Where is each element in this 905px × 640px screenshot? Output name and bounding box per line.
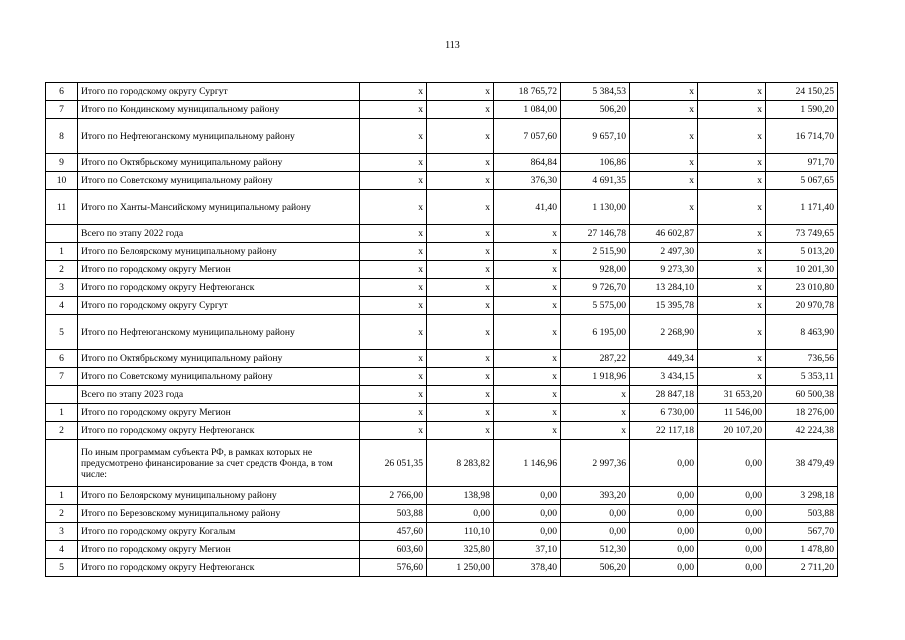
- total-cell: 1 590,20: [766, 101, 838, 119]
- row-name-cell: Итого по городскому округу Нефтеюганск: [78, 422, 360, 440]
- value-cell-1: x: [360, 243, 427, 261]
- table-row: [46, 101, 838, 119]
- row-number-cell: 2: [46, 261, 78, 279]
- value-cell-6: 11 546,00: [698, 404, 766, 422]
- row-number-cell: 7: [46, 101, 78, 119]
- total-cell: 38 479,49: [766, 440, 838, 487]
- value-cell-4: 5 575,00: [561, 297, 630, 315]
- data-table: [45, 82, 838, 577]
- value-cell-4: x: [561, 422, 630, 440]
- value-cell-3: 37,10: [494, 541, 561, 559]
- value-cell-6: x: [698, 101, 766, 119]
- row-number-cell: [46, 440, 78, 487]
- value-cell-4: 2 997,36: [561, 440, 630, 487]
- row-number-cell: 8: [46, 119, 78, 154]
- row-name-cell: Итого по городскому округу Мегион: [78, 261, 360, 279]
- value-cell-5: x: [630, 83, 698, 101]
- value-cell-2: 110,10: [427, 523, 494, 541]
- value-cell-6: x: [698, 154, 766, 172]
- value-cell-5: 15 395,78: [630, 297, 698, 315]
- value-cell-3: 376,30: [494, 172, 561, 190]
- value-cell-4: 506,20: [561, 559, 630, 577]
- value-cell-5: 0,00: [630, 505, 698, 523]
- value-cell-1: x: [360, 386, 427, 404]
- row-number-cell: 2: [46, 505, 78, 523]
- value-cell-4: 506,20: [561, 101, 630, 119]
- total-cell: 23 010,80: [766, 279, 838, 297]
- value-cell-2: x: [427, 243, 494, 261]
- value-cell-2: 1 250,00: [427, 559, 494, 577]
- value-cell-1: 457,60: [360, 523, 427, 541]
- table-row: [46, 190, 838, 225]
- value-cell-5: 449,34: [630, 350, 698, 368]
- row-number-cell: 6: [46, 350, 78, 368]
- table-row: [46, 297, 838, 315]
- value-cell-5: x: [630, 172, 698, 190]
- value-cell-4: 0,00: [561, 505, 630, 523]
- total-cell: 10 201,30: [766, 261, 838, 279]
- value-cell-3: x: [494, 279, 561, 297]
- value-cell-2: x: [427, 190, 494, 225]
- value-cell-5: 2 497,30: [630, 243, 698, 261]
- value-cell-3: 1 146,96: [494, 440, 561, 487]
- total-cell: 567,70: [766, 523, 838, 541]
- value-cell-3: x: [494, 368, 561, 386]
- total-cell: 8 463,90: [766, 315, 838, 350]
- value-cell-2: x: [427, 386, 494, 404]
- value-cell-1: x: [360, 422, 427, 440]
- row-name-cell: Итого по городскому округу Нефтеюганск: [78, 559, 360, 577]
- row-name-cell: Итого по городскому округу Когалым: [78, 523, 360, 541]
- table-row: [46, 119, 838, 154]
- row-name-cell: Итого по Березовскому муниципальному району: [78, 505, 360, 523]
- row-number-cell: 6: [46, 83, 78, 101]
- row-number-cell: 2: [46, 422, 78, 440]
- row-name-cell: Итого по Нефтеюганскому муниципальному району: [78, 119, 360, 154]
- value-cell-6: x: [698, 190, 766, 225]
- value-cell-1: 26 051,35: [360, 440, 427, 487]
- row-number-cell: [46, 225, 78, 243]
- total-cell: 20 970,78: [766, 297, 838, 315]
- table-row: [46, 386, 838, 404]
- value-cell-1: 2 766,00: [360, 487, 427, 505]
- row-name-cell: Итого по городскому округу Нефтеюганск: [78, 279, 360, 297]
- value-cell-1: x: [360, 154, 427, 172]
- value-cell-4: 512,30: [561, 541, 630, 559]
- row-name-cell: Итого по городскому округу Сургут: [78, 83, 360, 101]
- row-number-cell: 3: [46, 279, 78, 297]
- row-name-cell: Итого по городскому округу Мегион: [78, 404, 360, 422]
- value-cell-5: 6 730,00: [630, 404, 698, 422]
- value-cell-1: x: [360, 83, 427, 101]
- value-cell-3: x: [494, 315, 561, 350]
- value-cell-4: x: [561, 404, 630, 422]
- value-cell-6: 31 653,20: [698, 386, 766, 404]
- row-number-cell: 9: [46, 154, 78, 172]
- value-cell-2: x: [427, 225, 494, 243]
- value-cell-3: 41,40: [494, 190, 561, 225]
- value-cell-1: x: [360, 101, 427, 119]
- row-name-cell: Итого по Советскому муниципальному району: [78, 172, 360, 190]
- total-cell: 24 150,25: [766, 83, 838, 101]
- value-cell-5: 13 284,10: [630, 279, 698, 297]
- table-row: [46, 154, 838, 172]
- value-cell-2: x: [427, 350, 494, 368]
- row-name-cell: Итого по Ханты-Мансийскому муниципальному району: [78, 190, 360, 225]
- value-cell-4: x: [561, 386, 630, 404]
- value-cell-1: x: [360, 172, 427, 190]
- value-cell-5: 28 847,18: [630, 386, 698, 404]
- table-row: [46, 368, 838, 386]
- value-cell-3: x: [494, 243, 561, 261]
- value-cell-6: x: [698, 83, 766, 101]
- value-cell-1: x: [360, 190, 427, 225]
- total-cell: 73 749,65: [766, 225, 838, 243]
- value-cell-5: 2 268,90: [630, 315, 698, 350]
- value-cell-2: x: [427, 101, 494, 119]
- value-cell-4: 0,00: [561, 523, 630, 541]
- value-cell-2: x: [427, 279, 494, 297]
- row-number-cell: 5: [46, 559, 78, 577]
- row-name-cell: Итого по Нефтеюганскому муниципальному району: [78, 315, 360, 350]
- value-cell-6: x: [698, 225, 766, 243]
- total-cell: 5 013,20: [766, 243, 838, 261]
- value-cell-2: x: [427, 315, 494, 350]
- table-row: [46, 404, 838, 422]
- row-number-cell: 3: [46, 523, 78, 541]
- table-row: [46, 440, 838, 487]
- value-cell-3: x: [494, 297, 561, 315]
- value-cell-3: 378,40: [494, 559, 561, 577]
- value-cell-5: 0,00: [630, 487, 698, 505]
- row-name-cell: Итого по городскому округу Мегион: [78, 541, 360, 559]
- value-cell-3: x: [494, 404, 561, 422]
- value-cell-2: x: [427, 83, 494, 101]
- row-number-cell: 4: [46, 297, 78, 315]
- row-name-cell: Итого по Белоярскому муниципальному району: [78, 243, 360, 261]
- value-cell-6: 0,00: [698, 487, 766, 505]
- value-cell-3: x: [494, 386, 561, 404]
- value-cell-3: 0,00: [494, 505, 561, 523]
- row-number-cell: 10: [46, 172, 78, 190]
- value-cell-5: 0,00: [630, 440, 698, 487]
- value-cell-6: 0,00: [698, 505, 766, 523]
- row-number-cell: 5: [46, 315, 78, 350]
- value-cell-5: x: [630, 190, 698, 225]
- row-name-cell: Итого по Октябрьскому муниципальному району: [78, 350, 360, 368]
- row-name-cell: Итого по Кондинскому муниципальному району: [78, 101, 360, 119]
- value-cell-6: 0,00: [698, 559, 766, 577]
- table-row: [46, 350, 838, 368]
- value-cell-5: 46 602,87: [630, 225, 698, 243]
- row-number-cell: [46, 386, 78, 404]
- table-row: [46, 559, 838, 577]
- value-cell-1: x: [360, 297, 427, 315]
- table-row: [46, 487, 838, 505]
- value-cell-6: x: [698, 279, 766, 297]
- row-name-cell: Итого по Советскому муниципальному району: [78, 368, 360, 386]
- value-cell-6: x: [698, 243, 766, 261]
- table-row: [46, 261, 838, 279]
- value-cell-4: 928,00: [561, 261, 630, 279]
- value-cell-3: 18 765,72: [494, 83, 561, 101]
- value-cell-5: 22 117,18: [630, 422, 698, 440]
- value-cell-6: 0,00: [698, 523, 766, 541]
- value-cell-2: 0,00: [427, 505, 494, 523]
- value-cell-3: 1 084,00: [494, 101, 561, 119]
- total-cell: 5 067,65: [766, 172, 838, 190]
- row-number-cell: 7: [46, 368, 78, 386]
- row-name-cell: Итого по Октябрьскому муниципальному району: [78, 154, 360, 172]
- value-cell-2: 8 283,82: [427, 440, 494, 487]
- table-row: [46, 243, 838, 261]
- row-name-cell: Итого по городскому округу Сургут: [78, 297, 360, 315]
- total-cell: 16 714,70: [766, 119, 838, 154]
- row-number-cell: 11: [46, 190, 78, 225]
- row-number-cell: 4: [46, 541, 78, 559]
- value-cell-4: 6 195,00: [561, 315, 630, 350]
- value-cell-4: 1 130,00: [561, 190, 630, 225]
- value-cell-1: 576,60: [360, 559, 427, 577]
- value-cell-2: 138,98: [427, 487, 494, 505]
- row-number-cell: 1: [46, 243, 78, 261]
- value-cell-6: x: [698, 350, 766, 368]
- value-cell-5: 0,00: [630, 523, 698, 541]
- value-cell-2: 325,80: [427, 541, 494, 559]
- value-cell-5: 0,00: [630, 559, 698, 577]
- total-cell: 736,56: [766, 350, 838, 368]
- total-cell: 60 500,38: [766, 386, 838, 404]
- value-cell-6: x: [698, 119, 766, 154]
- value-cell-3: 864,84: [494, 154, 561, 172]
- value-cell-1: x: [360, 315, 427, 350]
- total-cell: 5 353,11: [766, 368, 838, 386]
- value-cell-4: 5 384,53: [561, 83, 630, 101]
- value-cell-1: x: [360, 368, 427, 386]
- table-row: [46, 541, 838, 559]
- value-cell-3: 0,00: [494, 487, 561, 505]
- table-row: [46, 422, 838, 440]
- total-cell: 1 478,80: [766, 541, 838, 559]
- value-cell-1: 603,60: [360, 541, 427, 559]
- value-cell-6: x: [698, 297, 766, 315]
- value-cell-1: x: [360, 261, 427, 279]
- value-cell-1: x: [360, 350, 427, 368]
- value-cell-1: x: [360, 279, 427, 297]
- row-name-cell: Итого по Белоярскому муниципальному району: [78, 487, 360, 505]
- value-cell-4: 2 515,90: [561, 243, 630, 261]
- value-cell-4: 393,20: [561, 487, 630, 505]
- total-cell: 42 224,38: [766, 422, 838, 440]
- table-body: [46, 83, 838, 577]
- value-cell-4: 106,86: [561, 154, 630, 172]
- value-cell-5: 9 273,30: [630, 261, 698, 279]
- row-number-cell: 1: [46, 487, 78, 505]
- table-row: [46, 523, 838, 541]
- value-cell-2: x: [427, 368, 494, 386]
- table-row: [46, 279, 838, 297]
- value-cell-5: 0,00: [630, 541, 698, 559]
- value-cell-3: x: [494, 261, 561, 279]
- value-cell-4: 4 691,35: [561, 172, 630, 190]
- total-cell: 2 711,20: [766, 559, 838, 577]
- value-cell-3: 7 057,60: [494, 119, 561, 154]
- total-cell: 1 171,40: [766, 190, 838, 225]
- total-cell: 971,70: [766, 154, 838, 172]
- value-cell-3: x: [494, 422, 561, 440]
- value-cell-1: x: [360, 225, 427, 243]
- value-cell-5: x: [630, 101, 698, 119]
- value-cell-6: x: [698, 368, 766, 386]
- total-cell: 503,88: [766, 505, 838, 523]
- value-cell-1: 503,88: [360, 505, 427, 523]
- row-name-cell: Всего по этапу 2023 года: [78, 386, 360, 404]
- value-cell-1: x: [360, 119, 427, 154]
- row-name-cell: Всего по этапу 2022 года: [78, 225, 360, 243]
- value-cell-3: x: [494, 350, 561, 368]
- value-cell-2: x: [427, 297, 494, 315]
- value-cell-2: x: [427, 172, 494, 190]
- value-cell-2: x: [427, 119, 494, 154]
- row-number-cell: 1: [46, 404, 78, 422]
- value-cell-5: x: [630, 119, 698, 154]
- value-cell-2: x: [427, 154, 494, 172]
- value-cell-5: 3 434,15: [630, 368, 698, 386]
- value-cell-3: 0,00: [494, 523, 561, 541]
- row-name-cell: По иным программам субъекта РФ, в рамках которых не предусмотрено финансирование за счет средств Фонда, в том числе:: [78, 440, 360, 487]
- value-cell-1: x: [360, 404, 427, 422]
- table-row: [46, 315, 838, 350]
- value-cell-6: x: [698, 261, 766, 279]
- total-cell: 3 298,18: [766, 487, 838, 505]
- value-cell-5: x: [630, 154, 698, 172]
- table-row: [46, 83, 838, 101]
- value-cell-4: 9 657,10: [561, 119, 630, 154]
- value-cell-3: x: [494, 225, 561, 243]
- value-cell-6: 20 107,20: [698, 422, 766, 440]
- page-number: 113: [445, 40, 460, 51]
- value-cell-2: x: [427, 261, 494, 279]
- value-cell-6: x: [698, 172, 766, 190]
- value-cell-4: 1 918,96: [561, 368, 630, 386]
- value-cell-6: 0,00: [698, 440, 766, 487]
- table-row: [46, 225, 838, 243]
- value-cell-2: x: [427, 422, 494, 440]
- value-cell-4: 287,22: [561, 350, 630, 368]
- value-cell-6: 0,00: [698, 541, 766, 559]
- value-cell-4: 9 726,70: [561, 279, 630, 297]
- total-cell: 18 276,00: [766, 404, 838, 422]
- value-cell-6: x: [698, 315, 766, 350]
- table-row: [46, 505, 838, 523]
- value-cell-2: x: [427, 404, 494, 422]
- table-row: [46, 172, 838, 190]
- value-cell-4: 27 146,78: [561, 225, 630, 243]
